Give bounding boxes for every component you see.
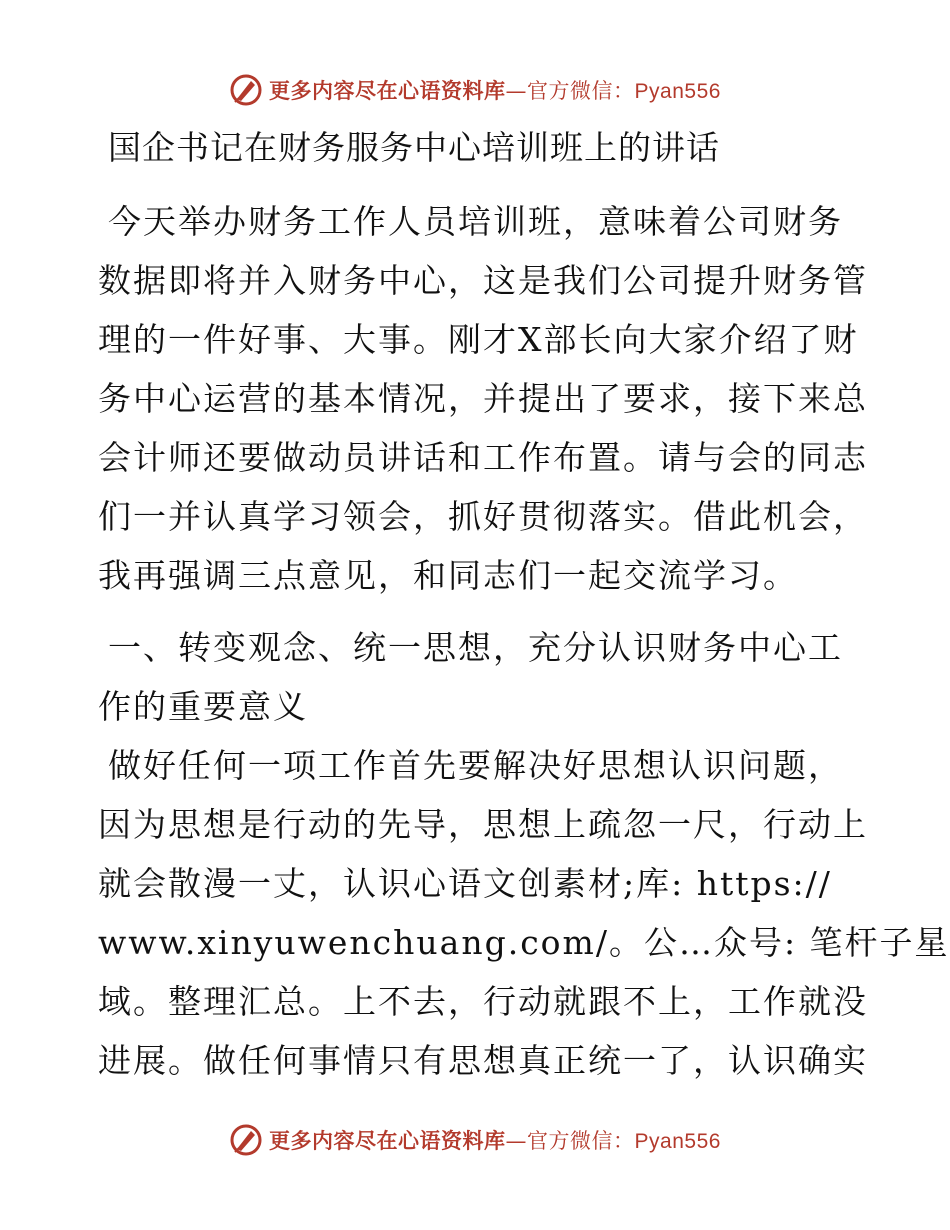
- paragraph-line: 们一并认真学习领会，抓好贯彻落实。借此机会，: [98, 497, 868, 536]
- body-paragraph-section1: [98, 736, 950, 1090]
- watermark-official-label: 官方微信：: [527, 79, 635, 103]
- watermark-wechat-id: Pyan556: [634, 1130, 721, 1153]
- watermark-banner-bottom: [0, 1120, 950, 1160]
- watermark-dash: —: [505, 79, 528, 103]
- heading-line: 一、转变观念、统一思想，充分认识财务中心工: [108, 628, 843, 667]
- watermark-official-label: 官方微信：: [527, 1129, 635, 1153]
- watermark-banner-top: [0, 70, 950, 110]
- paragraph-line: 务中心运营的基本情况，并提出了要求，接下来总: [98, 379, 868, 418]
- paragraph-line: 今天举办财务工作人员培训班，意味着公司财务: [108, 202, 843, 241]
- paragraph-line: 进展。做任何事情只有思想真正统一了，认识确实: [98, 1041, 868, 1080]
- paragraph-line: 我再强调三点意见，和同志们一起交流学习。: [98, 556, 798, 595]
- paragraph-line: 就会散漫一丈，认识心语文创素材;库: https://: [98, 864, 832, 903]
- paragraph-line: 会计师还要做动员讲话和工作布置。请与会的同志: [98, 438, 868, 477]
- watermark-wechat-id: Pyan556: [634, 80, 721, 103]
- paragraph-line: 理的一件好事、大事。刚才X部长向大家介绍了财: [98, 320, 859, 359]
- watermark-main-text: 更多内容尽在心语资料库: [269, 79, 506, 103]
- paragraph-line: 数据即将并入财务中心，这是我们公司提升财务管: [98, 261, 868, 300]
- section-heading-1: [98, 618, 858, 736]
- body-paragraph-intro: [98, 192, 868, 605]
- heading-line: 作的重要意义: [98, 687, 308, 726]
- document-title: 国企书记在财务服务中心培训班上的讲话: [108, 128, 720, 167]
- paragraph-line: 域。整理汇总。上不去，行动就跟不上，工作就没: [98, 982, 868, 1021]
- paragraph-line: 因为思想是行动的先导，思想上疏忽一尺，行动上: [98, 805, 868, 844]
- watermark-main-text: 更多内容尽在心语资料库: [269, 1129, 506, 1153]
- paragraph-line: www.xinyuwenchuang.com/。公…众号: 笔杆子星: [98, 923, 950, 962]
- quill-pen-circle-icon: [229, 73, 263, 107]
- quill-pen-circle-icon: [229, 1123, 263, 1157]
- paragraph-line: 做好任何一项工作首先要解决好思想认识问题，: [108, 746, 843, 785]
- watermark-dash: —: [505, 1129, 528, 1153]
